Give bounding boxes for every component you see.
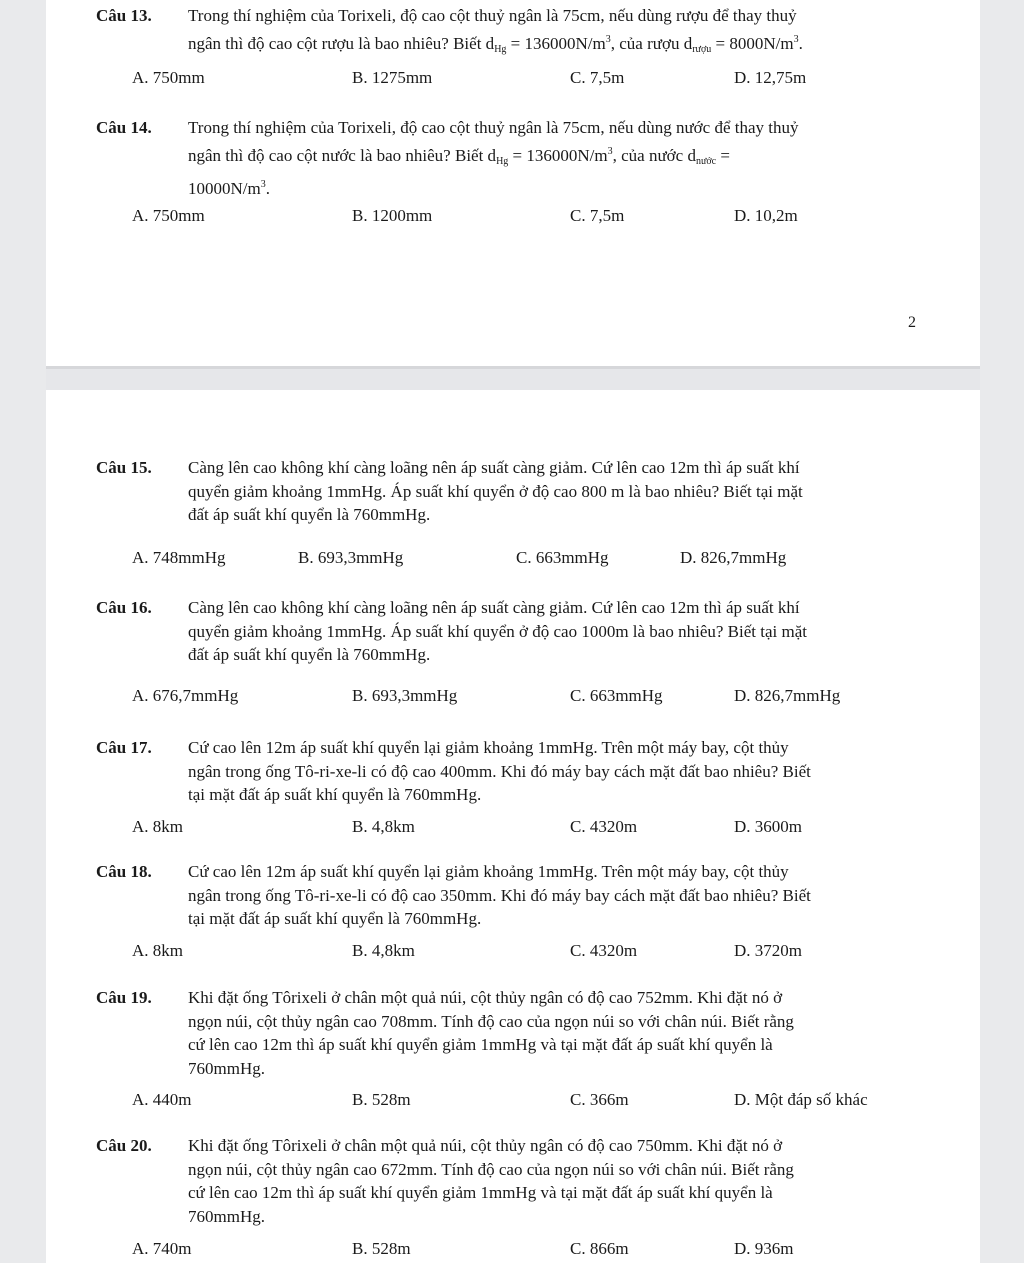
question-text <box>188 596 916 667</box>
question-text <box>188 4 916 61</box>
question-18 <box>96 860 916 931</box>
question-line: tại mặt đất áp suất khí quyển là 760mmHg. <box>188 785 482 804</box>
question-line: quyển giảm khoảng 1mmHg. Áp suất khí quyển ở độ cao 1000m là bao nhiêu? Biết tại mặt <box>188 621 807 641</box>
question-text <box>188 1134 916 1228</box>
option-c[interactable]: C. 663mmHg <box>570 686 663 705</box>
option-b[interactable]: B. 4,8km <box>352 817 415 836</box>
question-line: Càng lên cao không khí càng loãng nên áp suất càng giảm. Cứ lên cao 12m thì áp suất khí <box>188 458 800 477</box>
text-segment: . <box>265 179 270 198</box>
page-1 <box>46 0 980 366</box>
options-15 <box>132 548 952 572</box>
superscript: 3 <box>607 145 613 157</box>
question-line: Cứ cao lên 12m áp suất khí quyển lại giảm khoảng 1mmHg. Trên một máy bay, cột thủy <box>188 862 789 881</box>
subscript: Hg <box>496 155 509 167</box>
question-line: ngân trong ống Tô-ri-xe-li có độ cao 350mm. Khi đó máy bay cách mặt đất bao nhiêu? Biết <box>188 885 811 905</box>
superscript: 3 <box>793 33 799 45</box>
option-b[interactable]: B. 693,3mmHg <box>352 686 458 705</box>
option-a[interactable]: A. 750mm <box>132 206 205 225</box>
question-text <box>188 986 916 1080</box>
question-line: Càng lên cao không khí càng loãng nên áp suất càng giảm. Cứ lên cao 12m thì áp suất khí <box>188 598 800 617</box>
text-segment: = 136000N/m <box>506 33 606 53</box>
question-text <box>188 860 916 931</box>
option-d[interactable]: D. 12,75m <box>734 68 807 87</box>
question-line: Khi đặt ống Tôrixeli ở chân một quả núi, cột thủy ngân có độ cao 752mm. Khi đặt nó ở <box>188 988 783 1007</box>
option-c[interactable]: C. 7,5m <box>570 206 625 225</box>
question-number: Câu 13. <box>96 6 152 25</box>
question-line: ngọn núi, cột thủy ngân cao 708mm. Tính độ cao của ngọn núi so với chân núi. Biết rằng <box>188 1011 794 1031</box>
text-segment: . <box>798 33 803 53</box>
page-2 <box>46 390 980 1263</box>
options-13 <box>132 68 952 92</box>
option-a[interactable]: A. 440m <box>132 1090 192 1109</box>
question-line: quyển giảm khoảng 1mmHg. Áp suất khí quyển ở độ cao 800 m là bao nhiêu? Biết tại mặt <box>188 481 803 501</box>
question-text <box>188 116 916 201</box>
option-c[interactable]: C. 4320m <box>570 941 638 960</box>
options-18 <box>132 941 952 965</box>
subscript: rượu <box>692 43 712 55</box>
superscript: 3 <box>605 33 611 45</box>
question-line: ngân trong ống Tô-ri-xe-li có độ cao 400mm. Khi đó máy bay cách mặt đất bao nhiêu? Biết <box>188 761 811 781</box>
question-line <box>188 140 916 174</box>
question-14 <box>96 116 916 201</box>
question-16 <box>96 596 916 667</box>
option-a[interactable]: A. 750mm <box>132 68 205 87</box>
option-d[interactable]: D. 936m <box>734 1239 794 1258</box>
page-number: 2 <box>908 314 916 331</box>
text-segment: , của nước d <box>612 145 696 165</box>
option-c[interactable]: C. 4320m <box>570 817 638 836</box>
text-segment: ngân thì độ cao cột nước là bao nhiêu? Biết d <box>188 145 497 165</box>
question-number: Câu 19. <box>96 988 152 1007</box>
option-d[interactable]: D. 826,7mmHg <box>680 548 787 567</box>
option-a[interactable]: A. 676,7mmHg <box>132 686 239 705</box>
option-b[interactable]: B. 1200mm <box>352 206 433 225</box>
question-number: Câu 14. <box>96 118 152 137</box>
question-13 <box>96 4 916 61</box>
options-20 <box>132 1239 952 1263</box>
option-a[interactable]: A. 748mmHg <box>132 548 226 567</box>
text-segment: , của rượu d <box>610 33 693 53</box>
option-b[interactable]: B. 528m <box>352 1239 411 1258</box>
option-c[interactable]: C. 7,5m <box>570 68 625 87</box>
question-line <box>188 28 916 62</box>
question-number: Câu 17. <box>96 738 152 757</box>
option-d[interactable]: D. Một đáp số khác <box>734 1090 868 1109</box>
question-line: tại mặt đất áp suất khí quyển là 760mmHg. <box>188 909 482 928</box>
question-line: Trong thí nghiệm của Torixeli, độ cao cột thuỷ ngân là 75cm, nếu dùng nước để thay thuỷ <box>188 118 799 137</box>
question-line: Trong thí nghiệm của Torixeli, độ cao cột thuỷ ngân là 75cm, nếu dùng rượu để thay thuỷ <box>188 6 797 25</box>
option-a[interactable]: A. 8km <box>132 817 183 836</box>
text-segment: ngân thì độ cao cột rượu là bao nhiêu? Biết d <box>188 33 495 53</box>
subscript: Hg <box>494 43 507 55</box>
option-d[interactable]: D. 826,7mmHg <box>734 686 841 705</box>
question-line <box>188 173 916 201</box>
option-a[interactable]: A. 8km <box>132 941 183 960</box>
question-line: ngọn núi, cột thủy ngân cao 672mm. Tính độ cao của ngọn núi so với chân núi. Biết rằng <box>188 1159 794 1179</box>
question-line: cứ lên cao 12m thì áp suất khí quyển giảm 1mmHg và tại mặt đất áp suất khí quyển là <box>188 1035 773 1054</box>
option-b[interactable]: B. 4,8km <box>352 941 415 960</box>
question-line: 760mmHg. <box>188 1206 265 1226</box>
question-15 <box>96 456 916 527</box>
option-b[interactable]: B. 1275mm <box>352 68 433 87</box>
question-20 <box>96 1134 916 1228</box>
option-c[interactable]: C. 866m <box>570 1239 629 1258</box>
question-number: Câu 15. <box>96 458 152 477</box>
question-line: Khi đặt ống Tôrixeli ở chân một quả núi, cột thủy ngân có độ cao 750mm. Khi đặt nó ở <box>188 1136 783 1155</box>
question-line: Cứ cao lên 12m áp suất khí quyển lại giảm khoảng 1mmHg. Trên một máy bay, cột thủy <box>188 738 789 757</box>
page-separator-line <box>46 366 980 369</box>
question-17 <box>96 736 916 807</box>
option-d[interactable]: D. 3720m <box>734 941 802 960</box>
text-segment: = 136000N/m <box>508 145 608 165</box>
option-c[interactable]: C. 366m <box>570 1090 629 1109</box>
text-segment: 10000N/m <box>188 179 261 198</box>
superscript: 3 <box>260 179 266 190</box>
options-19 <box>132 1090 952 1114</box>
question-number: Câu 20. <box>96 1136 152 1155</box>
question-line: cứ lên cao 12m thì áp suất khí quyển giảm 1mmHg và tại mặt đất áp suất khí quyển là <box>188 1183 773 1202</box>
question-number: Câu 18. <box>96 862 152 881</box>
subscript: nước <box>695 155 717 167</box>
question-number: Câu 16. <box>96 598 152 617</box>
option-a[interactable]: A. 740m <box>132 1239 192 1258</box>
option-d[interactable]: D. 10,2m <box>734 206 798 225</box>
text-segment: = 8000N/m <box>711 33 794 53</box>
option-b[interactable]: B. 693,3mmHg <box>298 548 404 567</box>
text-segment: = <box>716 145 730 165</box>
question-text <box>188 736 916 807</box>
question-19 <box>96 986 916 1080</box>
question-line: 760mmHg. <box>188 1058 265 1078</box>
question-text <box>188 456 916 527</box>
option-c[interactable]: C. 663mmHg <box>516 548 609 567</box>
question-line: đất áp suất khí quyển là 760mmHg. <box>188 505 431 524</box>
question-line: đất áp suất khí quyển là 760mmHg. <box>188 645 431 664</box>
options-14 <box>132 206 952 230</box>
options-16 <box>132 686 952 710</box>
options-17 <box>132 817 952 841</box>
page-separator <box>46 366 980 390</box>
option-b[interactable]: B. 528m <box>352 1090 411 1109</box>
option-d[interactable]: D. 3600m <box>734 817 802 836</box>
